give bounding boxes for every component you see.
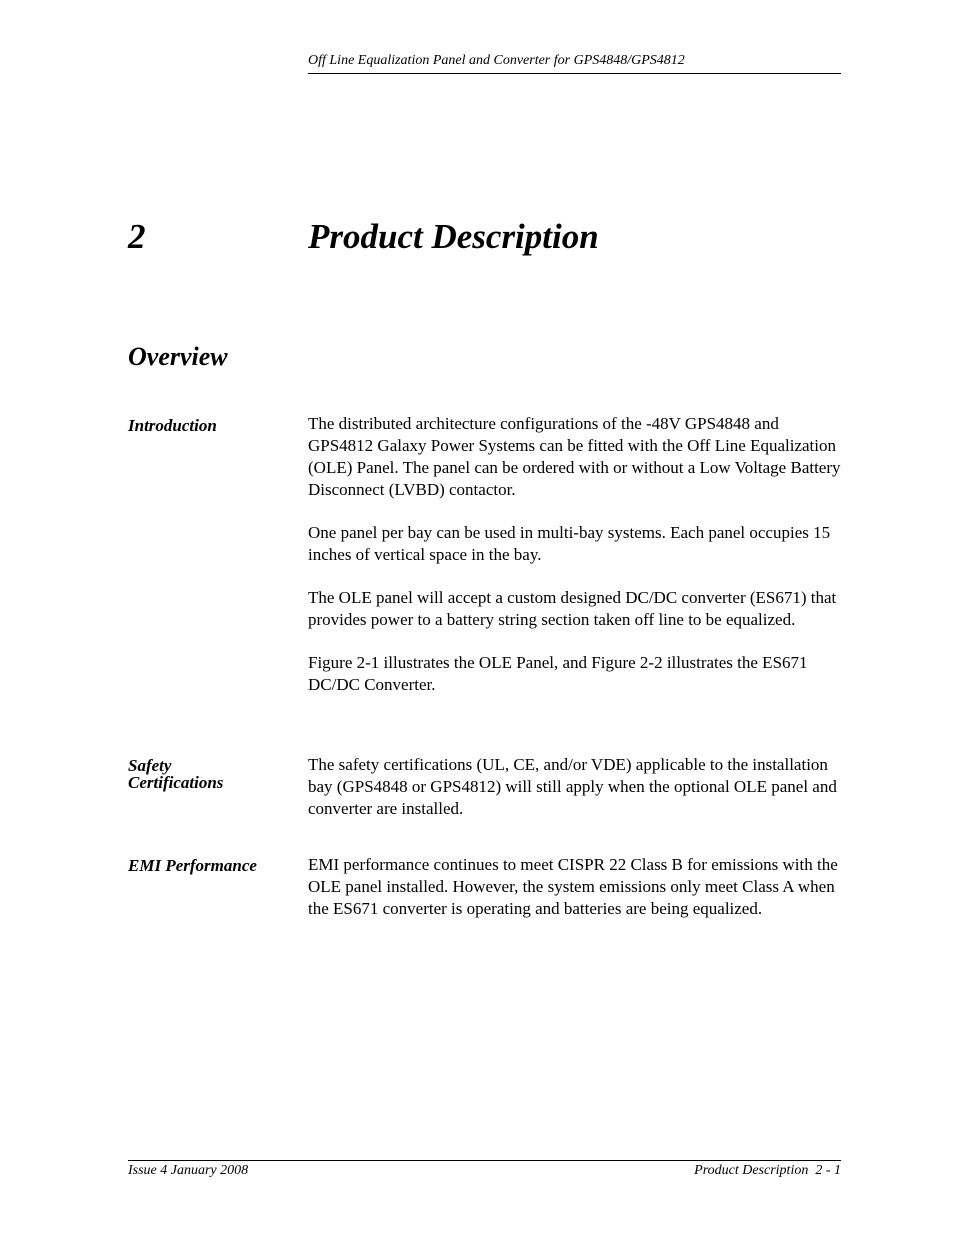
introduction-body bbox=[308, 413, 843, 696]
safety-certifications-body bbox=[308, 754, 843, 820]
chapter-number: 2 bbox=[128, 217, 146, 256]
paragraph: The safety certifications (UL, CE, and/or VDE) applicable to the installation bay (GPS4848 or GPS4812) will still apply when the optional OLE panel and converter are installed. bbox=[308, 755, 837, 818]
footer-rule bbox=[128, 1160, 841, 1161]
paragraph: The OLE panel will accept a custom designed DC/DC converter (ES671) that provides power to a battery string section taken off line to be equalized. bbox=[308, 588, 837, 629]
paragraph: Figure 2-1 illustrates the OLE Panel, and Figure 2-2 illustrates the ES671 DC/DC Converter. bbox=[308, 653, 808, 694]
side-head-introduction: Introduction bbox=[128, 416, 217, 435]
chapter-title: Product Description bbox=[308, 217, 599, 256]
running-header: Off Line Equalization Panel and Converter for GPS4848/GPS4812 bbox=[308, 52, 841, 74]
section-heading: Overview bbox=[128, 342, 228, 371]
paragraph: EMI performance continues to meet CISPR 22 Class B for emissions with the OLE panel installed. However, the system emissions only meet Class A when the ES671 converter is operating and batteries are being equalized. bbox=[308, 855, 838, 918]
footer-page-number: Product Description 2 - 1 bbox=[694, 1163, 841, 1178]
paragraph: One panel per bay can be used in multi-bay systems. Each panel occupies 15 inches of vertical space in the bay. bbox=[308, 523, 831, 564]
side-head-line: Certifications bbox=[128, 773, 224, 792]
side-head-line: Safety bbox=[128, 756, 172, 775]
side-head-safety-certifications bbox=[128, 757, 298, 791]
emi-performance-body bbox=[308, 854, 843, 920]
side-head-emi-performance: EMI Performance bbox=[128, 856, 257, 875]
paragraph: The distributed architecture configurations of the -48V GPS4848 and GPS4812 Galaxy Power Systems can be fitted with the Off Line Equalization (OLE) Panel. The panel can be ordered with or without a Low Voltage Battery Disconnect (LVBD) contactor. bbox=[308, 414, 841, 499]
footer-issue: Issue 4 January 2008 bbox=[128, 1163, 249, 1178]
